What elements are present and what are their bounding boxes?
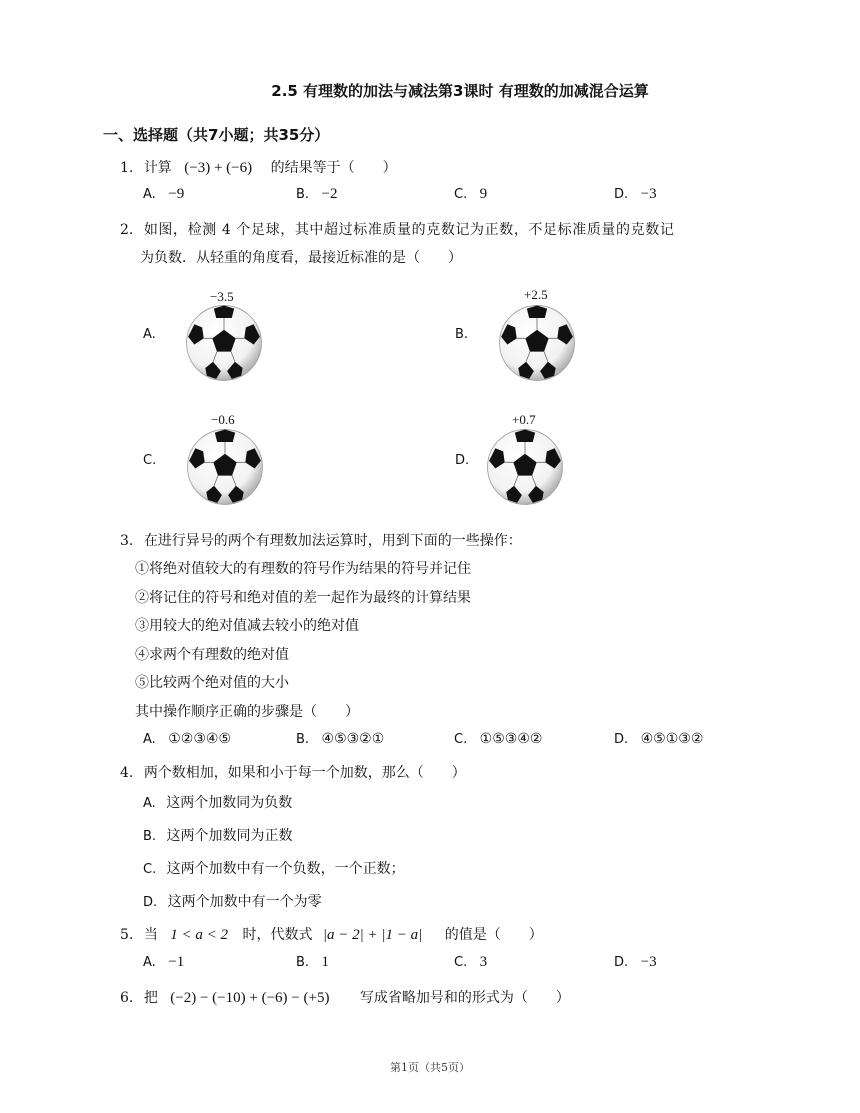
option-label: A. [143, 796, 156, 811]
option-label: C. [454, 187, 468, 202]
question-3 [120, 531, 522, 551]
question-number: 4. [120, 765, 134, 781]
question-text: 写成省略加号和的形式为（ ） [359, 990, 570, 1006]
option-c[interactable] [454, 186, 487, 203]
option-label: A. [143, 732, 156, 747]
option-text: ④⑤③②① [321, 731, 385, 747]
option-a[interactable] [143, 731, 231, 747]
option-label: B. [296, 187, 310, 202]
step-5: ⑤比较两个绝对值的大小 [135, 675, 289, 691]
step-1: ①将绝对值较大的有理数的符号作为结果的符号并记住 [135, 561, 471, 577]
math-expression: (−2) − (−10) + (−6) − (+5) [170, 990, 330, 1006]
step-3: ③用较大的绝对值减去较小的绝对值 [135, 618, 359, 634]
option-c[interactable]: C. [143, 453, 157, 468]
option-text: −3 [640, 954, 657, 970]
option-label: B. [143, 829, 157, 844]
option-c[interactable] [143, 858, 405, 878]
question-text: 的值是（ ） [444, 927, 543, 943]
option-text: −1 [168, 954, 185, 970]
option-a[interactable]: A. [143, 327, 156, 342]
option-a[interactable] [143, 792, 292, 812]
question-number: 5. [120, 927, 134, 943]
option-b[interactable]: B. [455, 327, 469, 342]
math-condition: 1 < a < 2 [170, 927, 229, 943]
question-text: 计算 [143, 160, 172, 176]
option-label: B. [296, 955, 310, 970]
option-text: 这两个加数同为正数 [166, 828, 293, 844]
option-text: 1 [321, 954, 330, 970]
option-label: A. [143, 187, 156, 202]
question-2 [120, 220, 674, 240]
question-6 [120, 988, 570, 1008]
question-number: 3. [120, 533, 134, 549]
question-text: 两个数相加，如果和小于每一个加数，那么（ ） [143, 765, 466, 781]
question-text: 在进行异号的两个有理数加法运算时，用到下面的一些操作： [143, 533, 522, 549]
option-text: 这两个加数同为负数 [166, 795, 293, 811]
option-text: −2 [321, 186, 338, 202]
option-label: D. [614, 955, 629, 970]
option-label: C. [454, 732, 468, 747]
option-b[interactable] [296, 186, 337, 203]
question-text: 的结果等于（ ） [270, 160, 397, 176]
option-label: D. [143, 895, 158, 910]
option-a[interactable] [143, 954, 184, 971]
option-d[interactable] [614, 954, 657, 971]
option-d[interactable] [614, 731, 703, 747]
step-4: ④求两个有理数的绝对值 [135, 647, 289, 663]
option-b[interactable] [296, 731, 384, 747]
option-c[interactable] [454, 731, 542, 747]
soccer-ball-icon [486, 428, 564, 506]
option-label: D. [614, 732, 629, 747]
question-text: 当 [143, 927, 158, 943]
option-text: 9 [479, 186, 488, 202]
option-text: ④⑤①③② [640, 731, 704, 747]
question-4 [120, 763, 466, 783]
page-footer: 第1页（共5页） [390, 1061, 470, 1074]
option-label: B. [296, 732, 310, 747]
option-label: C. [454, 955, 468, 970]
option-text: ①②③④⑤ [168, 731, 232, 747]
option-d[interactable] [614, 186, 657, 203]
question-1 [120, 158, 397, 178]
soccer-ball-icon [186, 428, 264, 506]
section-heading: 一、选择题（共7小题；共35分） [103, 126, 330, 144]
question-text: 时，代数式 [242, 927, 313, 943]
option-b[interactable] [143, 825, 293, 845]
option-text: −3 [640, 186, 657, 202]
question-text: 如图，检测 4 个足球，其中超过标准质量的克数记为正数，不足标准质量的克数记 [143, 222, 675, 238]
option-c[interactable] [454, 954, 487, 971]
mass-label: +2.5 [524, 287, 548, 302]
option-a[interactable] [143, 186, 184, 203]
option-b[interactable] [296, 954, 329, 971]
option-d[interactable]: D. [455, 453, 470, 468]
soccer-ball-icon [185, 304, 263, 382]
option-label: D. [614, 187, 629, 202]
question-number: 1. [120, 160, 134, 176]
question-2-line2: 为负数．从轻重的角度看，最接近标准的是（ ） [140, 250, 462, 266]
question-number: 2. [120, 222, 134, 238]
math-expression: (−3) + (−6) [184, 160, 253, 176]
option-text: −9 [168, 186, 185, 202]
option-text: 这两个加数中有一个为零 [167, 894, 322, 910]
math-expression: |a − 2| + |1 − a| [322, 927, 423, 943]
option-label: A. [143, 955, 156, 970]
question-number: 6. [120, 990, 134, 1006]
option-text: ①⑤③④② [479, 731, 543, 747]
question-ask: 其中操作顺序正确的步骤是（ ） [135, 704, 359, 720]
option-text: 3 [479, 954, 488, 970]
soccer-ball-icon [498, 304, 576, 382]
option-label: C. [143, 862, 157, 877]
option-d[interactable] [143, 891, 322, 911]
mass-label: +0.7 [512, 412, 536, 427]
step-2: ②将记住的符号和绝对值的差一起作为最终的计算结果 [135, 590, 471, 606]
mass-label: −3.5 [210, 289, 234, 304]
question-text: 把 [143, 990, 158, 1006]
question-5 [120, 925, 543, 945]
page-title: 2.5 有理数的加法与减法第3课时 有理数的加减混合运算 [271, 82, 649, 100]
option-text: 这两个加数中有一个负数，一个正数； [166, 861, 405, 877]
mass-label: −0.6 [211, 412, 235, 427]
